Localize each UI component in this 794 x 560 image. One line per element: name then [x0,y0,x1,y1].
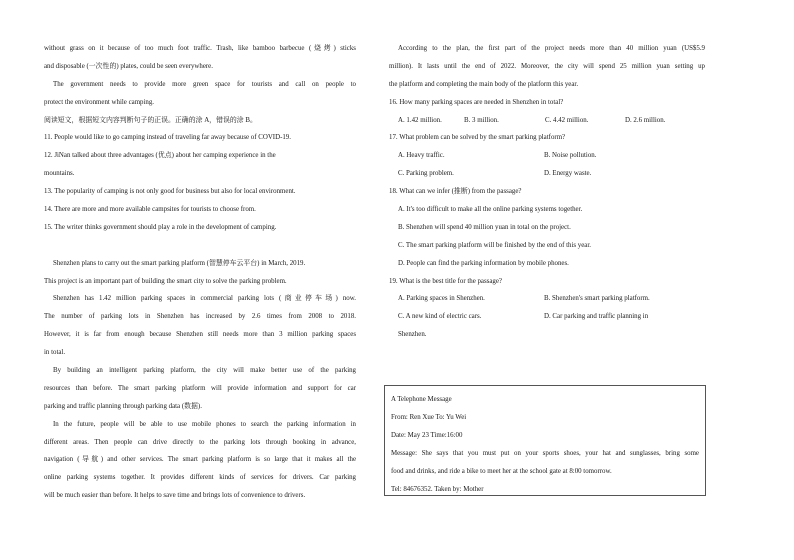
text-line: navigation (导航) and other services. The smart parking platform is so large that it makes all the [44,456,356,464]
option-d-cont: Shenzhen. [398,331,427,339]
question-17: 17. What problem can be solved by the smart parking platform? [389,134,566,142]
text-line: without grass on it because of too much foot traffic. Trash, like bamboo barbecue (烧烤) sticks [44,45,356,52]
option-a[interactable]: A. Heavy traffic. [398,152,445,160]
question-13: 13. The popularity of camping is not only good for business but also for local environment. [44,188,296,196]
text-line: online parking systems together. It provides different kinds of services for drivers. Car parking [44,474,356,482]
question-17-options-row1 [389,147,705,165]
text-line: resources than before. The smart parking platform will provide information and support for car [44,384,356,392]
text-line: the platform and completing the main body of the platform this year. [389,80,579,88]
text-line: different areas. Then people can drive directly to the parking lots through booking in advance, [44,438,356,446]
question-12-cont: mountains. [44,170,75,178]
text-line: However, it is far from enough because Shenzhen still needs more than 3 million parking spaces [44,331,356,339]
text-line: According to the plan, the first part of the project needs more than 40 million yuan (US$5.9 [398,45,705,52]
question-19-options-row2 [389,308,705,326]
text-line: will be much easier than before. It helps to save time and brings lots of convenience to drivers. [44,492,306,500]
text-line: By building an intelligent parking platform, the city will make better use of the parking [53,367,356,375]
message-from-to: From: Ren Xue To: Yu Wei [391,414,467,421]
text-line: Shenzhen has 1.42 million parking spaces in commercial parking lots (商业停车场) now. [53,295,356,303]
telephone-message-box [384,385,706,496]
text-line: and disposable (一次性的) plates, could be seen everywhere. [44,62,213,70]
question-12: 12. JiNan talked about three advantages (优点) about her camping experience in the [44,152,276,160]
text-line: protect the environment while camping. [44,98,155,106]
text-line: In the future, people will be able to use mobile phones to search the parking information in [53,420,356,428]
text-line: The number of parking lots in Shenzhen has increased by 2.6 times from 2008 to 2018. [44,313,356,321]
option-d[interactable]: D. Energy waste. [544,170,592,178]
right-column [389,40,705,344]
option-b[interactable]: B. 3 million. [464,116,499,124]
question-18: 18. What can we infer (推断) from the passage? [389,188,522,196]
question-15: 15. The writer thinks government should play a role in the development of camping. [44,223,277,231]
text-line: in total. [44,349,66,357]
message-date-time: Date: May 23 Time:16:00 [391,432,463,439]
text-line: This project is an important part of building the smart city to solve the parking problem. [44,277,287,285]
option-d[interactable]: D. People can find the parking information by mobile phones. [398,259,569,267]
text-line: The government needs to provide more green space for tourists and call on people to [53,80,356,88]
option-b[interactable]: B. Shenzhen will spend 40 million yuan in total on the project. [398,223,571,231]
question-16-options [389,112,705,130]
question-17-options-row2 [389,165,705,183]
message-tel-taken-by: Tel: 84676352. Taken by: Mother [391,486,484,493]
option-c[interactable]: C. A new kind of electric cars. [398,313,482,321]
question-19-options-row1 [389,290,705,308]
option-c[interactable]: C. 4.42 million. [545,116,589,124]
left-column [44,40,356,505]
option-c[interactable]: C. The smart parking platform will be finished by the end of this year. [398,241,591,249]
instruction-line: 阅读短文，根据短文内容判断句子的正误。正确的涂 A，错误的涂 B。 [44,116,257,124]
option-d[interactable]: D. 2.6 million. [625,116,666,124]
option-b[interactable]: B. Shenzhen's smart parking platform. [544,295,650,303]
option-a[interactable]: A. 1.42 million. [398,116,442,124]
option-c[interactable]: C. Parking problem. [398,170,454,178]
message-body: Message: She says that you must put on your sports shoes, your hat and sunglasses, bring some [391,450,699,457]
question-14: 14. There are more and more available campsites for tourists to choose from. [44,206,256,214]
option-a[interactable]: A. Parking spaces in Shenzhen. [398,295,485,303]
text-line: Shenzhen plans to carry out the smart parking platform (智慧停车云平台) in March, 2019. [53,259,306,267]
option-d[interactable]: D. Car parking and traffic planning in [544,313,649,321]
spacer [44,237,356,255]
text-line: parking and traffic planning through parking data (数据). [44,402,202,410]
text-line: million). It lasts until the end of 2022. Moreover, the city will spend 25 million yuan setting up [389,62,705,70]
message-title: A Telephone Message [391,396,452,403]
option-a[interactable]: A. It's too difficult to make all the online parking systems together. [398,206,583,214]
option-b[interactable]: B. Noise pollution. [544,152,597,160]
message-body-cont: food and drinks, and ride a bike to meet her at the school gate at 8:00 tomorrow. [391,468,612,475]
question-16: 16. How many parking spaces are needed in Shenzhen in total? [389,98,564,106]
question-19: 19. What is the best title for the passage? [389,277,502,285]
question-11: 11. People would like to go camping instead of traveling far away because of COVID-19. [44,134,291,142]
